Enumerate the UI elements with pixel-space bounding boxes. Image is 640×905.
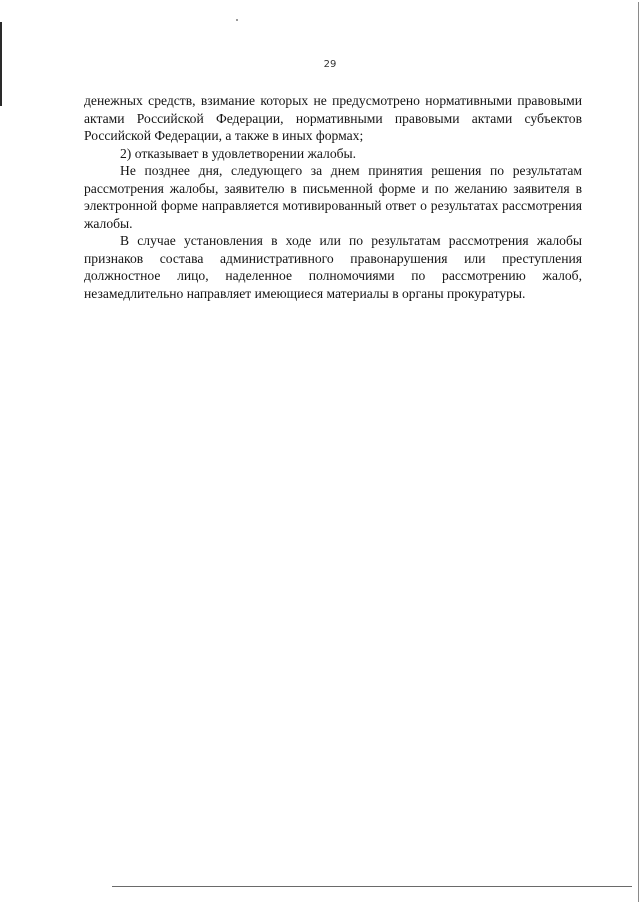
scan-edge-line: [638, 2, 639, 902]
paragraph-continuation: денежных средств, взимание которых не предусмотрено нормативными правовыми актами Российской Федерации, нормативными правовыми актами субъектов Российской Федерации, а также в иных формах;: [84, 93, 582, 143]
paragraph-prosecution-referral: В случае установления в ходе или по результатам рассмотрения жалобы признаков состава административного правонарушения или преступления должностное лицо, наделенное полномочиями по рассмотрению жалоб, незамедлительно направляет имеющиеся материалы в органы прокуратуры.: [84, 233, 582, 301]
scan-speck: [236, 19, 238, 21]
page-number: 29: [323, 59, 337, 70]
bottom-rule: [112, 886, 632, 887]
paragraph-response-deadline: Не позднее дня, следующего за днем принятия решения по результатам рассмотрения жалобы, заявителю в письменной форме и по желанию заявителя в электронной форме направляется мотивированный ответ о результатах рассмотрения жалобы.: [84, 163, 582, 231]
document-body: [84, 92, 582, 302]
paragraph-refusal: 2) отказывает в удовлетворении жалобы.: [120, 145, 357, 161]
